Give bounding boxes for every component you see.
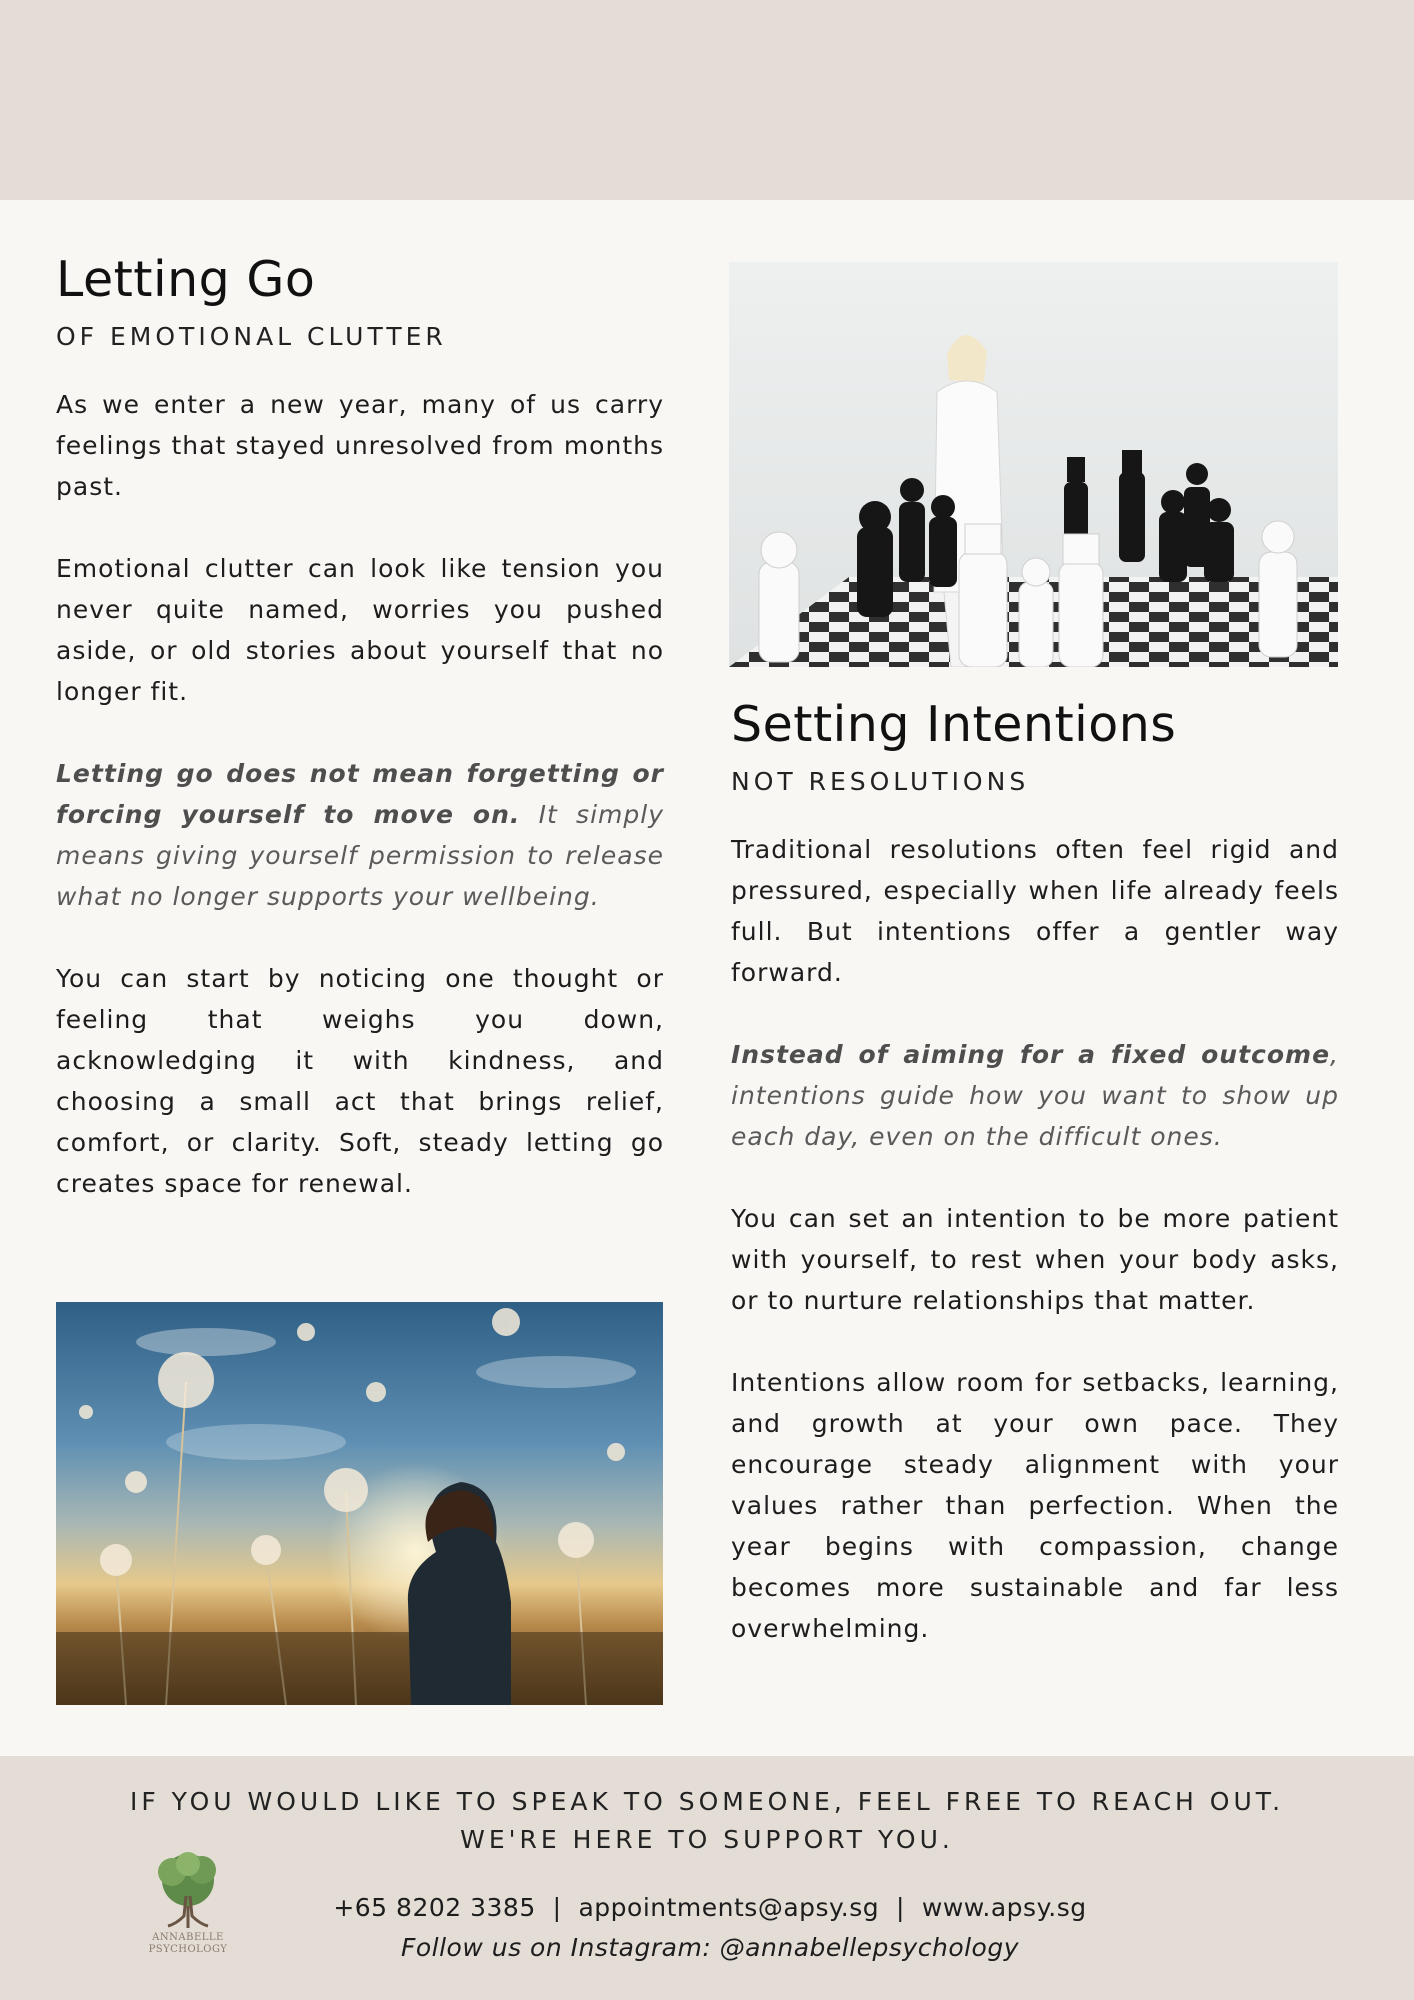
letting-go-paragraph-1: As we enter a new year, many of us carry feelings that stayed unresolved from months past. bbox=[56, 390, 664, 501]
letting-go-paragraph-3: You can start by noticing one thought or feeling that weighs you down, acknowledging it with kindness, and choosing a small act that brings relief, comfort, or clarity. Soft, steady letting go creates space for renewal. bbox=[56, 964, 664, 1198]
footer-cta-line-2: WE'RE HERE TO SUPPORT YOU. bbox=[460, 1825, 954, 1854]
setting-intentions-quote-rest: , intentions guide how you want to show up each day, even on the difficult ones. bbox=[731, 1040, 1339, 1151]
setting-intentions-title: Setting Intentions bbox=[731, 696, 1177, 753]
phone-number[interactable]: +65 8202 3385 bbox=[333, 1893, 536, 1922]
logo-name-line-2: PSYCHOLOGY bbox=[148, 1944, 228, 1955]
letting-go-quote bbox=[56, 753, 664, 917]
setting-intentions-paragraph-3: Intentions allow room for setbacks, learning, and growth at your own pace. They encourage steady alignment with your values rather than perfection. When the year begins with compassion, change becomes more sustainable and far less overwhelming. bbox=[731, 1368, 1339, 1643]
woman-with-chess-pieces-photo bbox=[729, 262, 1338, 667]
letting-go-quote-bold: Letting go does not mean forgetting or forcing yourself to move on. bbox=[56, 759, 664, 829]
email-link[interactable]: appointments@apsy.sg bbox=[578, 1893, 880, 1922]
separator bbox=[544, 1893, 552, 1922]
website-link[interactable]: www.apsy.sg bbox=[921, 1893, 1087, 1922]
letting-go-paragraph-2: Emotional clutter can look like tension you never quite named, worries you pushed aside, or old stories about yourself that no longer fit. bbox=[56, 554, 664, 706]
letting-go-subtitle: OF EMOTIONAL CLUTTER bbox=[56, 322, 447, 351]
separator bbox=[888, 1893, 896, 1922]
logo-name-line-1: ANNABELLE bbox=[152, 1932, 224, 1943]
setting-intentions-paragraph-2: You can set an intention to be more patient with yourself, to rest when your body asks, or to nurture relationships that matter. bbox=[731, 1204, 1339, 1315]
setting-intentions-quote bbox=[731, 1034, 1339, 1157]
setting-intentions-quote-bold: Instead of aiming for a fixed outcome bbox=[731, 1040, 1331, 1069]
setting-intentions-paragraph-1: Traditional resolutions often feel rigid and pressured, especially when life already feels full. But intentions offer a gentler way forward. bbox=[731, 835, 1339, 987]
instagram-handle[interactable]: Follow us on Instagram: @annabellepsychology bbox=[400, 1933, 1020, 1962]
letting-go-section bbox=[56, 248, 664, 1204]
dandelion-field-child-photo bbox=[56, 1302, 663, 1705]
annabelle-psychology-logo bbox=[140, 1846, 236, 1970]
tree-logo-icon bbox=[140, 1846, 236, 1938]
separator: | bbox=[552, 1893, 562, 1922]
footer-cta-line-1: IF YOU WOULD LIKE TO SPEAK TO SOMEONE, FEEL FREE TO REACH OUT. bbox=[129, 1787, 1285, 1816]
setting-intentions-section bbox=[731, 693, 1339, 1649]
setting-intentions-subtitle: NOT RESOLUTIONS bbox=[731, 767, 1030, 796]
footer-contact-line bbox=[300, 1888, 1120, 1928]
letting-go-quote-rest: It simply means giving yourself permission to release what no longer supports your wellbeing. bbox=[56, 800, 664, 911]
top-banner bbox=[0, 0, 1414, 200]
letting-go-title: Letting Go bbox=[56, 251, 316, 308]
separator: | bbox=[896, 1893, 905, 1922]
